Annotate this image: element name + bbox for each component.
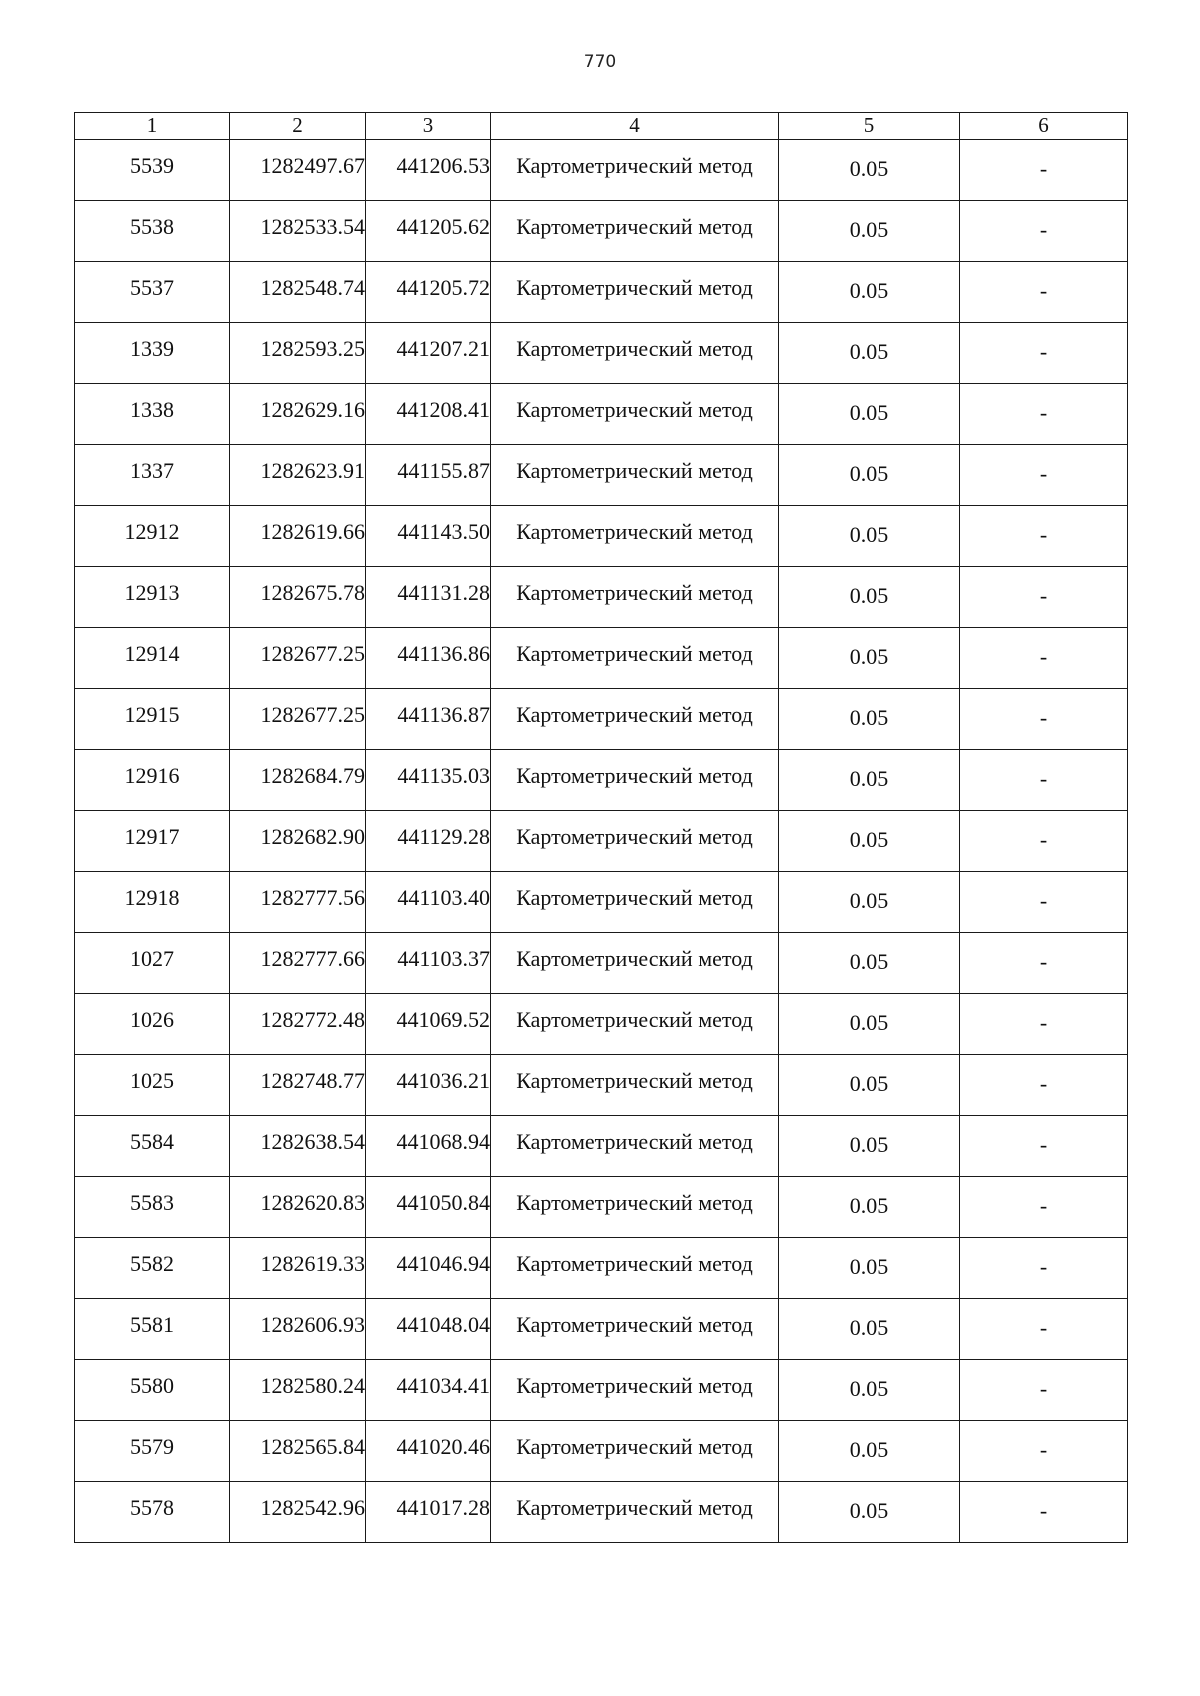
table-row: [75, 384, 1128, 445]
coordinates-table: [74, 112, 1128, 1543]
method-cell: Картометрический метод: [491, 689, 779, 750]
table-row: [75, 445, 1128, 506]
accuracy-cell: 0.05: [779, 1116, 960, 1177]
note-cell: -: [960, 1360, 1128, 1421]
note-cell: -: [960, 567, 1128, 628]
x-coordinate-cell: 1282620.83: [230, 1177, 366, 1238]
x-coordinate-cell: 1282580.24: [230, 1360, 366, 1421]
point-number-cell: 5538: [75, 201, 230, 262]
method-cell: Картометрический метод: [491, 994, 779, 1055]
table-row: [75, 140, 1128, 201]
note-cell: -: [960, 933, 1128, 994]
y-coordinate-cell: 441048.04: [366, 1299, 491, 1360]
method-cell: Картометрический метод: [491, 140, 779, 201]
method-cell: Картометрический метод: [491, 1177, 779, 1238]
accuracy-cell: 0.05: [779, 689, 960, 750]
table-row: [75, 811, 1128, 872]
table-row: [75, 201, 1128, 262]
point-number-cell: 1338: [75, 384, 230, 445]
point-number-cell: 5580: [75, 1360, 230, 1421]
point-number-cell: 12914: [75, 628, 230, 689]
column-header-6: 6: [960, 113, 1128, 140]
x-coordinate-cell: 1282619.33: [230, 1238, 366, 1299]
accuracy-cell: 0.05: [779, 994, 960, 1055]
accuracy-cell: 0.05: [779, 1055, 960, 1116]
point-number-cell: 5537: [75, 262, 230, 323]
note-cell: -: [960, 201, 1128, 262]
method-cell: Картометрический метод: [491, 1116, 779, 1177]
method-cell: Картометрический метод: [491, 1360, 779, 1421]
x-coordinate-cell: 1282542.96: [230, 1482, 366, 1543]
accuracy-cell: 0.05: [779, 506, 960, 567]
x-coordinate-cell: 1282677.25: [230, 689, 366, 750]
note-cell: -: [960, 1238, 1128, 1299]
point-number-cell: 12913: [75, 567, 230, 628]
point-number-cell: 12918: [75, 872, 230, 933]
note-cell: -: [960, 1299, 1128, 1360]
accuracy-cell: 0.05: [779, 933, 960, 994]
point-number-cell: 1027: [75, 933, 230, 994]
y-coordinate-cell: 441046.94: [366, 1238, 491, 1299]
y-coordinate-cell: 441205.72: [366, 262, 491, 323]
table-row: [75, 689, 1128, 750]
method-cell: Картометрический метод: [491, 1238, 779, 1299]
accuracy-cell: 0.05: [779, 323, 960, 384]
y-coordinate-cell: 441155.87: [366, 445, 491, 506]
x-coordinate-cell: 1282623.91: [230, 445, 366, 506]
y-coordinate-cell: 441103.37: [366, 933, 491, 994]
table-row: [75, 1116, 1128, 1177]
point-number-cell: 12916: [75, 750, 230, 811]
column-header-2: 2: [230, 113, 366, 140]
note-cell: -: [960, 811, 1128, 872]
note-cell: -: [960, 750, 1128, 811]
method-cell: Картометрический метод: [491, 872, 779, 933]
table-row: [75, 628, 1128, 689]
column-header-4: 4: [491, 113, 779, 140]
point-number-cell: 5582: [75, 1238, 230, 1299]
point-number-cell: 5539: [75, 140, 230, 201]
table-row: [75, 994, 1128, 1055]
note-cell: -: [960, 384, 1128, 445]
note-cell: -: [960, 1177, 1128, 1238]
accuracy-cell: 0.05: [779, 140, 960, 201]
accuracy-cell: 0.05: [779, 1238, 960, 1299]
method-cell: Картометрический метод: [491, 567, 779, 628]
x-coordinate-cell: 1282533.54: [230, 201, 366, 262]
table-row: [75, 1482, 1128, 1543]
note-cell: -: [960, 1421, 1128, 1482]
y-coordinate-cell: 441143.50: [366, 506, 491, 567]
accuracy-cell: 0.05: [779, 567, 960, 628]
table-body: [75, 140, 1128, 1543]
x-coordinate-cell: 1282777.66: [230, 933, 366, 994]
accuracy-cell: 0.05: [779, 811, 960, 872]
table-row: [75, 1177, 1128, 1238]
accuracy-cell: 0.05: [779, 628, 960, 689]
x-coordinate-cell: 1282777.56: [230, 872, 366, 933]
note-cell: -: [960, 1482, 1128, 1543]
accuracy-cell: 0.05: [779, 1177, 960, 1238]
note-cell: -: [960, 262, 1128, 323]
y-coordinate-cell: 441205.62: [366, 201, 491, 262]
x-coordinate-cell: 1282606.93: [230, 1299, 366, 1360]
note-cell: -: [960, 506, 1128, 567]
method-cell: Картометрический метод: [491, 1055, 779, 1116]
x-coordinate-cell: 1282682.90: [230, 811, 366, 872]
x-coordinate-cell: 1282548.74: [230, 262, 366, 323]
accuracy-cell: 0.05: [779, 750, 960, 811]
x-coordinate-cell: 1282684.79: [230, 750, 366, 811]
note-cell: -: [960, 1055, 1128, 1116]
table-row: [75, 323, 1128, 384]
note-cell: -: [960, 872, 1128, 933]
note-cell: -: [960, 689, 1128, 750]
column-header-1: 1: [75, 113, 230, 140]
method-cell: Картометрический метод: [491, 445, 779, 506]
accuracy-cell: 0.05: [779, 201, 960, 262]
note-cell: -: [960, 323, 1128, 384]
accuracy-cell: 0.05: [779, 1482, 960, 1543]
table-row: [75, 1421, 1128, 1482]
x-coordinate-cell: 1282772.48: [230, 994, 366, 1055]
point-number-cell: 1339: [75, 323, 230, 384]
point-number-cell: 1337: [75, 445, 230, 506]
point-number-cell: 12917: [75, 811, 230, 872]
column-header-3: 3: [366, 113, 491, 140]
accuracy-cell: 0.05: [779, 1421, 960, 1482]
accuracy-cell: 0.05: [779, 384, 960, 445]
accuracy-cell: 0.05: [779, 445, 960, 506]
x-coordinate-cell: 1282593.25: [230, 323, 366, 384]
y-coordinate-cell: 441129.28: [366, 811, 491, 872]
header-row: [75, 113, 1128, 140]
note-cell: -: [960, 628, 1128, 689]
y-coordinate-cell: 441136.86: [366, 628, 491, 689]
x-coordinate-cell: 1282497.67: [230, 140, 366, 201]
x-coordinate-cell: 1282565.84: [230, 1421, 366, 1482]
table-row: [75, 1360, 1128, 1421]
point-number-cell: 5579: [75, 1421, 230, 1482]
y-coordinate-cell: 441136.87: [366, 689, 491, 750]
point-number-cell: 5583: [75, 1177, 230, 1238]
x-coordinate-cell: 1282619.66: [230, 506, 366, 567]
x-coordinate-cell: 1282638.54: [230, 1116, 366, 1177]
column-header-5: 5: [779, 113, 960, 140]
accuracy-cell: 0.05: [779, 1360, 960, 1421]
note-cell: -: [960, 140, 1128, 201]
page-number: 770: [583, 52, 617, 72]
note-cell: -: [960, 994, 1128, 1055]
point-number-cell: 5578: [75, 1482, 230, 1543]
y-coordinate-cell: 441068.94: [366, 1116, 491, 1177]
method-cell: Картометрический метод: [491, 506, 779, 567]
x-coordinate-cell: 1282748.77: [230, 1055, 366, 1116]
method-cell: Картометрический метод: [491, 323, 779, 384]
point-number-cell: 5584: [75, 1116, 230, 1177]
note-cell: -: [960, 445, 1128, 506]
method-cell: Картометрический метод: [491, 1421, 779, 1482]
y-coordinate-cell: 441036.21: [366, 1055, 491, 1116]
table-row: [75, 567, 1128, 628]
point-number-cell: 12912: [75, 506, 230, 567]
method-cell: Картометрический метод: [491, 1299, 779, 1360]
y-coordinate-cell: 441017.28: [366, 1482, 491, 1543]
y-coordinate-cell: 441131.28: [366, 567, 491, 628]
table-row: [75, 872, 1128, 933]
y-coordinate-cell: 441206.53: [366, 140, 491, 201]
y-coordinate-cell: 441069.52: [366, 994, 491, 1055]
y-coordinate-cell: 441050.84: [366, 1177, 491, 1238]
point-number-cell: 5581: [75, 1299, 230, 1360]
y-coordinate-cell: 441034.41: [366, 1360, 491, 1421]
y-coordinate-cell: 441208.41: [366, 384, 491, 445]
table-row: [75, 506, 1128, 567]
accuracy-cell: 0.05: [779, 262, 960, 323]
method-cell: Картометрический метод: [491, 1482, 779, 1543]
method-cell: Картометрический метод: [491, 201, 779, 262]
method-cell: Картометрический метод: [491, 750, 779, 811]
accuracy-cell: 0.05: [779, 872, 960, 933]
table-row: [75, 262, 1128, 323]
note-cell: -: [960, 1116, 1128, 1177]
x-coordinate-cell: 1282675.78: [230, 567, 366, 628]
y-coordinate-cell: 441020.46: [366, 1421, 491, 1482]
table-row: [75, 1299, 1128, 1360]
point-number-cell: 12915: [75, 689, 230, 750]
y-coordinate-cell: 441207.21: [366, 323, 491, 384]
table-row: [75, 1055, 1128, 1116]
x-coordinate-cell: 1282677.25: [230, 628, 366, 689]
method-cell: Картометрический метод: [491, 933, 779, 994]
method-cell: Картометрический метод: [491, 811, 779, 872]
y-coordinate-cell: 441135.03: [366, 750, 491, 811]
x-coordinate-cell: 1282629.16: [230, 384, 366, 445]
method-cell: Картометрический метод: [491, 262, 779, 323]
method-cell: Картометрический метод: [491, 384, 779, 445]
table-row: [75, 750, 1128, 811]
point-number-cell: 1026: [75, 994, 230, 1055]
y-coordinate-cell: 441103.40: [366, 872, 491, 933]
method-cell: Картометрический метод: [491, 628, 779, 689]
accuracy-cell: 0.05: [779, 1299, 960, 1360]
table-row: [75, 1238, 1128, 1299]
point-number-cell: 1025: [75, 1055, 230, 1116]
table-row: [75, 933, 1128, 994]
